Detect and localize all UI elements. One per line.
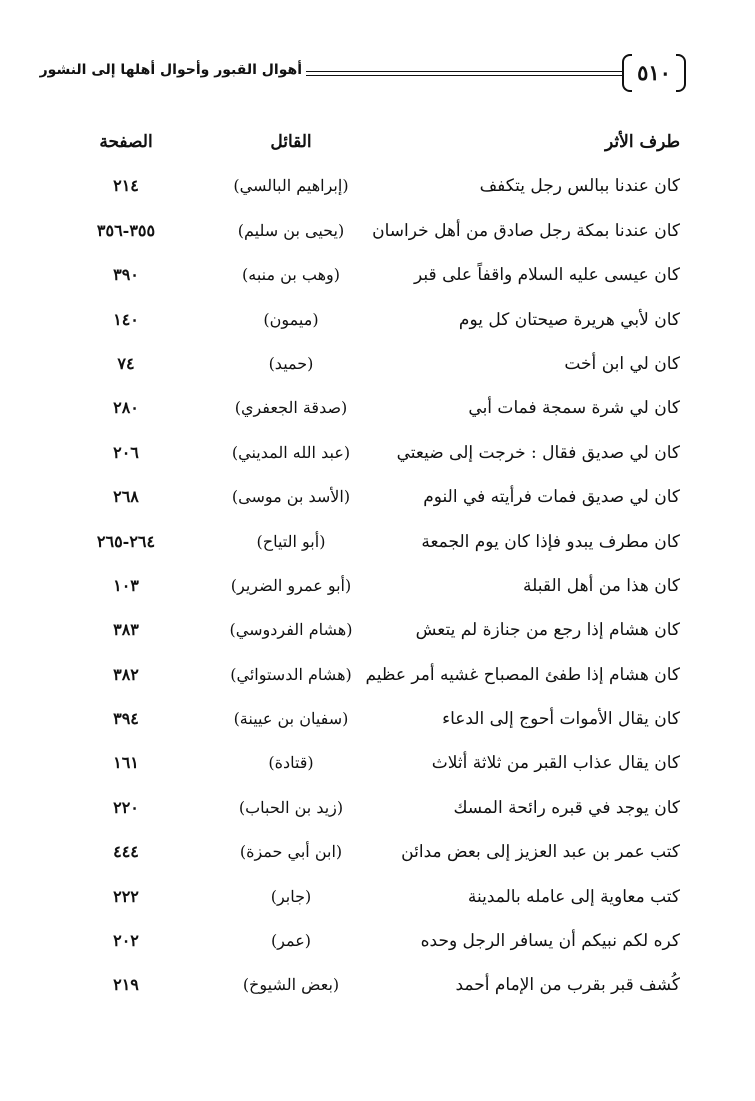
table-row [66,475,686,519]
row-narrator: (عبد الله المديني) [231,442,351,462]
row-narrator: (أبو التياح) [256,531,326,551]
column-header-text: طرف الأثر [605,132,680,152]
row-narrator: (يحيى بن سليم) [237,220,345,240]
row-narrator: (وهب بن منبه) [242,265,340,285]
table-row [66,786,686,830]
row-page: ٢٢٠ [113,797,139,817]
row-page: ١٠٣ [113,575,139,595]
row-narrator: (هشام الدستوائي) [230,664,352,684]
table-row [66,342,686,386]
row-narrator: (بعض الشيوخ) [242,975,340,995]
row-narrator: (زيد بن الحباب) [238,797,344,817]
row-text: كان لي ابن أخت [564,353,680,374]
row-text: كتب معاوية إلى عامله بالمدينة [467,886,680,907]
table-row [66,298,686,342]
row-narrator: (ابن أبي حمزة) [239,842,343,862]
row-narrator: (أبو عمرو الضرير) [230,575,352,595]
row-narrator: (حميد) [268,353,314,373]
row-narrator: (عمر) [270,931,312,951]
row-page: ٢١٩ [113,975,139,995]
page-number: ٥١٠ [637,59,671,85]
table-row [66,564,686,608]
row-narrator: (جابر) [270,886,312,906]
row-text: كان لي صديق فقال : خرجت إلى ضيعتي [396,442,680,463]
row-page: ٣٩٠ [113,265,139,285]
row-page: ٢٢٢ [113,886,139,906]
row-page: ٢٨٠ [113,398,139,418]
row-text: كان هشام إذا رجع من جنازة لم يتعش [415,620,680,641]
row-page: ٢٠٢ [113,931,139,951]
table-row [66,608,686,652]
table-row [66,963,686,1007]
row-page: ١٤٠ [113,309,139,329]
table-row [66,520,686,564]
row-text: كان مطرف يبدو فإذا كان يوم الجمعة [421,531,680,552]
row-page: ٧٤ [117,353,135,373]
row-text: كان هذا من أهل القبلة [523,575,680,596]
table-row [66,386,686,430]
row-narrator: (سفيان بن عيينة) [233,709,349,729]
row-page: ٢٦٨ [113,487,139,507]
row-page: ١٦١ [113,753,139,773]
table-row [66,253,686,297]
running-head [39,52,686,92]
row-page: ٤٤٤ [113,842,139,862]
row-text: كان عيسى عليه السلام واقفاً على قبر [414,265,680,286]
column-header-page: الصفحة [99,132,153,152]
row-page: ٢١٤ [113,176,139,196]
header-rule [306,71,624,76]
row-text: كان هشام إذا طفئ المصباح غشيه أمر عظيم [365,664,680,685]
row-text: كان لي شرة سمجة فمات أبي [468,398,680,419]
row-text: كان لي صديق فمات فرأيته في النوم [423,487,680,508]
table-row [66,431,686,475]
table-row [66,653,686,697]
right-bracket [676,54,686,92]
row-text: كره لكم نبيكم أن يسافر الرجل وحده [420,931,680,952]
row-page: ٢٦٤-٢٦٥ [96,531,156,551]
row-text: كان يقال عذاب القبر من ثلاثة أثلاث [431,753,680,774]
table-row [66,209,686,253]
row-narrator: (صدقة الجعفري) [234,398,348,418]
row-page: ٣٨٢ [113,664,139,684]
table-row [66,741,686,785]
row-text: كان لأبي هريرة صيحتان كل يوم [458,309,680,330]
column-header-narrator: القائل [270,132,312,152]
left-bracket [622,54,632,92]
table-row [66,919,686,963]
row-text: كان يوجد في قبره رائحة المسك [453,797,680,818]
row-page: ٢٠٦ [113,442,139,462]
row-text: كان عندنا ببالس رجل يتكفف [479,176,680,197]
row-narrator: (الأسد بن موسى) [231,487,351,507]
row-page: ٣٥٥-٣٥٦ [96,220,156,240]
row-text: كان عندنا بمكة رجل صادق من أهل خراسان [372,220,680,241]
table-row [66,164,686,208]
table-row [66,830,686,874]
row-page: ٣٨٣ [113,620,139,640]
row-narrator: (ميمون) [263,309,319,329]
row-page: ٣٩٤ [113,709,139,729]
table-row [66,875,686,919]
row-text: كتب عمر بن عبد العزيز إلى بعض مدائن [401,842,680,863]
row-narrator: (هشام الفردوسي) [229,620,353,640]
row-narrator: (إبراهيم البالسي) [233,176,349,196]
table-header-row [66,120,686,164]
table-row [66,697,686,741]
page-number-box [622,52,686,92]
row-narrator: (قتادة) [268,753,314,773]
index-table [66,120,686,1008]
row-text: كان يقال الأموات أحوج إلى الدعاء [442,709,680,730]
row-text: كُشف قبر بقرب من الإمام أحمد [455,975,680,996]
book-title: أهوال القبور وأحوال أهلها إلى النشور [39,62,302,78]
